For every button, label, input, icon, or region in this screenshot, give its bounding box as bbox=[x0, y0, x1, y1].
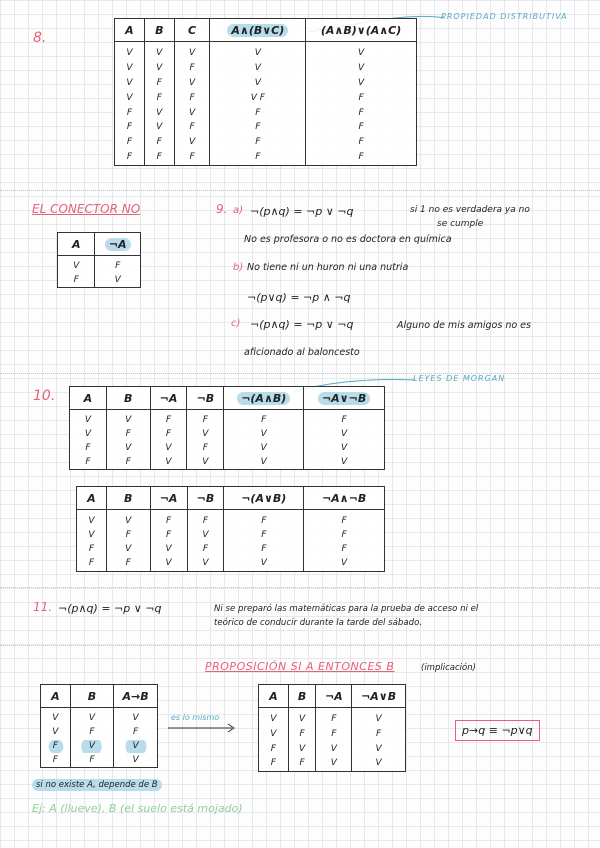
header-a: A bbox=[77, 487, 107, 510]
table-cell: V bbox=[174, 42, 210, 62]
header-b: B bbox=[106, 387, 150, 410]
ex9-b-formula: ¬(p∨q) = ¬p ∧ ¬q bbox=[247, 291, 351, 304]
table-cell: V bbox=[288, 708, 316, 728]
truth-table-morgan-or bbox=[76, 486, 385, 572]
table-row bbox=[77, 543, 385, 557]
table-row bbox=[115, 121, 417, 136]
table-cell: V bbox=[106, 510, 150, 529]
truth-table-not bbox=[57, 232, 141, 288]
table-cell: F bbox=[270, 758, 276, 769]
header-b: B bbox=[70, 685, 114, 708]
truth-table-implication bbox=[40, 684, 158, 768]
table-cell: V bbox=[187, 529, 224, 543]
table-cell: V bbox=[150, 543, 187, 557]
table-cell: V bbox=[114, 753, 158, 767]
table-cell: V bbox=[70, 740, 114, 754]
ex9-a-formula: ¬(p∧q) = ¬p ∨ ¬q bbox=[250, 205, 354, 218]
table-cell: F bbox=[306, 121, 417, 136]
table-cell: V bbox=[224, 428, 304, 442]
table-cell: V bbox=[210, 76, 306, 91]
table-cell: F bbox=[126, 152, 133, 163]
table-cell: V bbox=[144, 42, 174, 62]
table-cell: F bbox=[126, 107, 133, 118]
table-cell: V bbox=[144, 106, 174, 121]
table-row bbox=[115, 61, 417, 76]
header-not-a: ¬A bbox=[316, 685, 352, 708]
header-not-b: ¬B bbox=[187, 487, 224, 510]
ex9-a-label: a) bbox=[233, 205, 244, 216]
table-cell: F bbox=[106, 455, 150, 469]
table-cell: V bbox=[84, 429, 91, 440]
table-cell: F bbox=[144, 91, 174, 106]
header-not-a-or-b: ¬A∨B bbox=[352, 685, 406, 708]
table-body bbox=[70, 410, 385, 470]
table-cell: V bbox=[174, 135, 210, 150]
exercise-8-number: 8. bbox=[33, 30, 47, 46]
table-row bbox=[41, 740, 158, 754]
table-cell: F bbox=[106, 557, 150, 572]
table-cell: V bbox=[352, 742, 406, 757]
ex9-c-text-2: aficionado al baloncesto bbox=[244, 347, 360, 358]
table-body bbox=[41, 708, 158, 768]
table-cell: F bbox=[304, 510, 385, 529]
table-cell: F bbox=[316, 727, 352, 742]
implication-note: si no existe A, depende de B bbox=[32, 779, 162, 791]
table-cell: V bbox=[352, 708, 406, 728]
table-cell: F bbox=[150, 428, 187, 442]
table-cell: F bbox=[316, 708, 352, 728]
table-cell: F bbox=[144, 150, 174, 165]
table-cell: V bbox=[88, 515, 95, 526]
table-row bbox=[115, 76, 417, 91]
table-cell: V bbox=[52, 713, 59, 724]
table-row bbox=[77, 529, 385, 543]
header-b: B bbox=[106, 487, 150, 510]
header-c: C bbox=[174, 19, 210, 42]
table-cell: V bbox=[126, 48, 133, 59]
table-row bbox=[58, 256, 141, 274]
table-cell: F bbox=[174, 121, 210, 136]
table-cell: V bbox=[316, 742, 352, 757]
table-cell: V bbox=[114, 708, 158, 726]
table-cell: F bbox=[352, 727, 406, 742]
table-row bbox=[58, 274, 141, 288]
table-cell: F bbox=[210, 106, 306, 121]
table-body bbox=[77, 510, 385, 572]
table-cell: V bbox=[114, 740, 158, 754]
table-cell: V bbox=[174, 76, 210, 91]
table-cell: F bbox=[187, 543, 224, 557]
table-cell: V bbox=[306, 61, 417, 76]
table-cell: V bbox=[106, 442, 150, 456]
table-row bbox=[70, 442, 385, 456]
table-cell: V bbox=[174, 106, 210, 121]
ex9-a-text-3: No es profesora o no es doctora en química bbox=[244, 234, 452, 245]
table-cell: F bbox=[150, 510, 187, 529]
table-cell: F bbox=[70, 753, 114, 767]
table-row bbox=[70, 428, 385, 442]
table-cell: F bbox=[288, 727, 316, 742]
table-row bbox=[259, 756, 406, 771]
table-row bbox=[70, 455, 385, 469]
table-row bbox=[77, 557, 385, 572]
table-body bbox=[58, 256, 141, 288]
table-cell: V bbox=[304, 442, 385, 456]
table-cell: F bbox=[306, 91, 417, 106]
table-cell: V bbox=[288, 742, 316, 757]
table-body bbox=[115, 42, 417, 166]
table-cell: F bbox=[52, 754, 58, 765]
table-cell: V bbox=[73, 261, 80, 272]
table-cell: V bbox=[210, 61, 306, 76]
table-cell: F bbox=[174, 61, 210, 76]
table-cell: F bbox=[150, 410, 187, 428]
header-a: A bbox=[41, 685, 71, 708]
table-cell: V bbox=[150, 557, 187, 572]
same-as-label: es lo mismo bbox=[171, 713, 220, 722]
table-cell: F bbox=[224, 510, 304, 529]
table-cell: F bbox=[106, 428, 150, 442]
table-cell: F bbox=[88, 544, 95, 555]
ex9-c-text-1: Alguno de mis amigos no es bbox=[397, 320, 531, 331]
table-cell: V bbox=[106, 410, 150, 428]
table-row bbox=[115, 135, 417, 150]
table-cell: V bbox=[95, 274, 141, 288]
not-connector-title: EL CONECTOR NO bbox=[32, 202, 141, 216]
table-cell: F bbox=[306, 150, 417, 165]
table-row bbox=[41, 753, 158, 767]
table-cell: V bbox=[306, 42, 417, 62]
distributive-tag: PROPIEDAD DISTRIBUTIVA bbox=[441, 12, 568, 21]
implication-title: PROPOSICIÓN SI A ENTONCES B bbox=[205, 660, 395, 673]
header-b: B bbox=[288, 685, 316, 708]
truth-table-not-a-or-b bbox=[258, 684, 406, 772]
table-row bbox=[259, 708, 406, 728]
table-cell: F bbox=[95, 256, 141, 274]
table-cell: V bbox=[352, 756, 406, 771]
table-row bbox=[259, 742, 406, 757]
table-cell: V bbox=[187, 428, 224, 442]
table-cell: F bbox=[41, 740, 71, 754]
header-not-a-or-not-b: ¬A∨¬B bbox=[304, 387, 385, 410]
morgan-tag: LEYES DE MORGAN bbox=[413, 374, 506, 383]
table-row bbox=[115, 42, 417, 62]
exercise-9-number: 9. bbox=[216, 202, 228, 216]
table-cell: V bbox=[88, 530, 95, 541]
ex11-formula: ¬(p∧q) = ¬p ∨ ¬q bbox=[58, 602, 162, 615]
table-cell: F bbox=[210, 150, 306, 165]
table-cell: V bbox=[224, 442, 304, 456]
ex9-b-label: b) bbox=[233, 262, 244, 273]
ex9-b-text: No tiene ni un huron ni una nutria bbox=[247, 262, 409, 273]
table-cell: F bbox=[114, 726, 158, 740]
ex9-c-label: c) bbox=[231, 318, 241, 329]
table-cell: V bbox=[144, 61, 174, 76]
table-cell: F bbox=[306, 135, 417, 150]
table-cell: V bbox=[126, 92, 133, 103]
table-cell: V bbox=[224, 455, 304, 469]
table-cell: F bbox=[88, 558, 95, 569]
table-cell: F bbox=[210, 135, 306, 150]
table-cell: F bbox=[174, 91, 210, 106]
table-row bbox=[41, 726, 158, 740]
table-cell: F bbox=[174, 150, 210, 165]
header-not-a: ¬A bbox=[150, 387, 187, 410]
header-not-a: ¬A bbox=[150, 487, 187, 510]
table-cell: V bbox=[210, 42, 306, 62]
table-body bbox=[259, 708, 406, 772]
table-cell: V bbox=[150, 455, 187, 469]
table-cell: V bbox=[224, 557, 304, 572]
exercise-10-number: 10. bbox=[33, 388, 56, 404]
truth-table-distributive bbox=[114, 18, 417, 166]
header-a: A bbox=[115, 19, 145, 42]
table-cell: F bbox=[73, 274, 79, 285]
table-row bbox=[115, 150, 417, 165]
table-cell: V bbox=[84, 415, 91, 426]
table-cell: V bbox=[270, 728, 277, 739]
table-cell: V bbox=[304, 557, 385, 572]
table-cell: V bbox=[144, 121, 174, 136]
table-cell: F bbox=[187, 442, 224, 456]
header-ab-or-ac: (A∧B)∨(A∧C) bbox=[306, 19, 417, 42]
table-cell: F bbox=[304, 529, 385, 543]
table-cell: V bbox=[70, 708, 114, 726]
header-not-a-and-not-b: ¬A∧¬B bbox=[304, 487, 385, 510]
table-cell: V bbox=[304, 428, 385, 442]
ex9-c-formula: ¬(p∧q) = ¬p ∨ ¬q bbox=[250, 318, 354, 331]
table-cell: V bbox=[316, 756, 352, 771]
ex11-text-2: teórico de conducir durante la tarde del sábado. bbox=[214, 618, 423, 628]
table-cell: F bbox=[126, 122, 133, 133]
table-row bbox=[70, 410, 385, 428]
table-cell: V bbox=[126, 78, 133, 89]
table-cell: F bbox=[144, 76, 174, 91]
table-cell: F bbox=[150, 529, 187, 543]
table-cell: V bbox=[52, 727, 59, 738]
table-cell: V bbox=[187, 557, 224, 572]
table-cell: V bbox=[150, 442, 187, 456]
table-cell: V F bbox=[210, 91, 306, 106]
table-cell: V bbox=[106, 543, 150, 557]
table-cell: F bbox=[210, 121, 306, 136]
table-cell: F bbox=[306, 106, 417, 121]
table-cell: V bbox=[306, 76, 417, 91]
table-cell: V bbox=[187, 455, 224, 469]
table-cell: F bbox=[304, 410, 385, 428]
table-cell: F bbox=[304, 543, 385, 557]
table-cell: F bbox=[224, 410, 304, 428]
header-a: A bbox=[58, 233, 95, 256]
header-not-a-and-b: ¬(A∧B) bbox=[224, 387, 304, 410]
header-a-implies-b: A→B bbox=[114, 685, 158, 708]
arrow-right-icon bbox=[166, 722, 238, 734]
implication-equivalence-box: p→q ≡ ¬p∨q bbox=[455, 720, 540, 741]
header-b: B bbox=[144, 19, 174, 42]
table-row bbox=[77, 510, 385, 529]
truth-table-morgan-and bbox=[69, 386, 385, 470]
table-cell: F bbox=[288, 756, 316, 771]
table-cell: V bbox=[270, 714, 277, 725]
table-cell: F bbox=[187, 510, 224, 529]
table-cell: F bbox=[224, 529, 304, 543]
table-cell: F bbox=[85, 442, 91, 453]
table-cell: F bbox=[85, 456, 91, 467]
ex9-a-text-1: si 1 no es verdadera ya no bbox=[410, 205, 530, 215]
table-cell: F bbox=[270, 743, 276, 754]
table-row bbox=[41, 708, 158, 726]
table-cell: F bbox=[144, 135, 174, 150]
ex11-text-1: Ni se preparó las matemáticas para la prueba de acceso ni el bbox=[214, 604, 479, 614]
implication-example: Ej: A (llueve), B (el suelo está mojado) bbox=[32, 802, 243, 815]
table-row bbox=[115, 91, 417, 106]
header-a: A bbox=[259, 685, 289, 708]
table-cell: F bbox=[224, 543, 304, 557]
table-cell: F bbox=[106, 529, 150, 543]
table-cell: F bbox=[126, 137, 133, 148]
table-row bbox=[115, 106, 417, 121]
table-cell: V bbox=[304, 455, 385, 469]
implication-subtitle: (implicación) bbox=[421, 663, 476, 673]
exercise-11-number: 11. bbox=[33, 600, 53, 614]
header-a: A bbox=[70, 387, 107, 410]
table-cell: F bbox=[187, 410, 224, 428]
header-not-a-or-b: ¬(A∨B) bbox=[224, 487, 304, 510]
header-a-and-b-or-c: A∧(B∨C) bbox=[210, 19, 306, 42]
table-row bbox=[259, 727, 406, 742]
table-cell: F bbox=[70, 726, 114, 740]
header-not-a: ¬A bbox=[95, 233, 141, 256]
table-cell: V bbox=[126, 63, 133, 74]
header-not-b: ¬B bbox=[187, 387, 224, 410]
ex9-a-text-2: se cumple bbox=[437, 219, 484, 229]
